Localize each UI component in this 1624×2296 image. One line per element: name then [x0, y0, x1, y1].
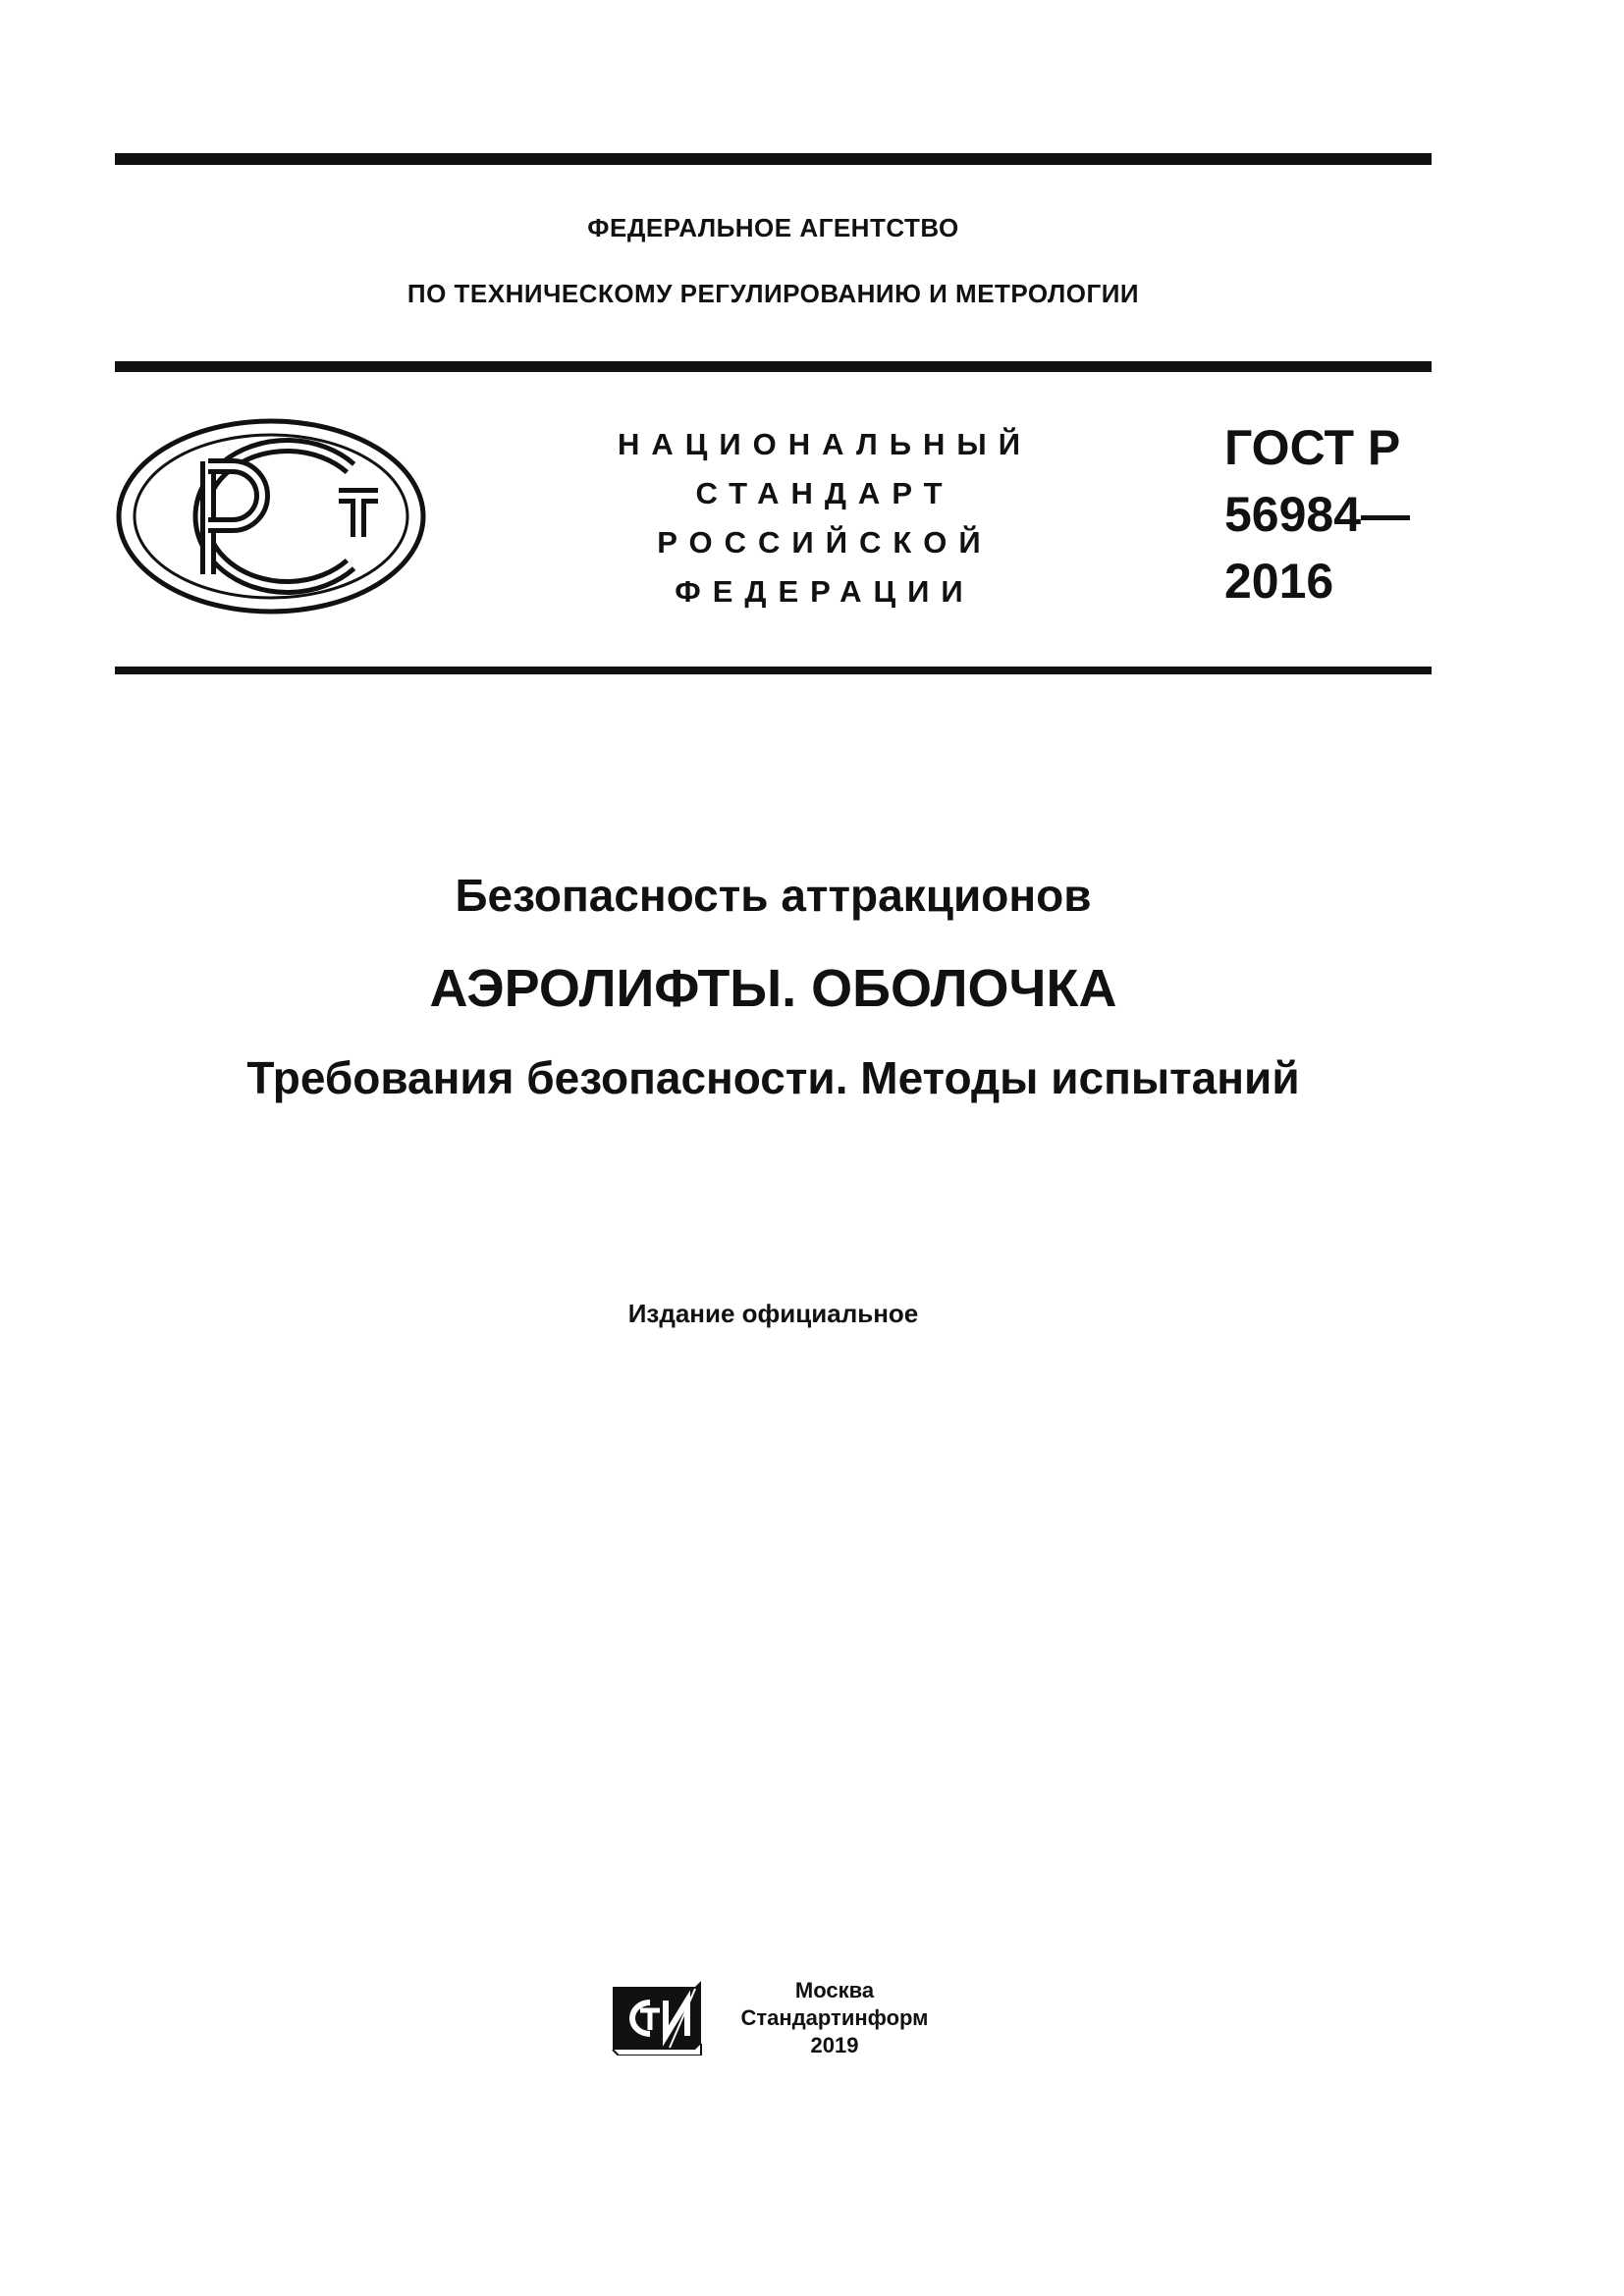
publisher-city: Москва	[794, 1978, 875, 2002]
designation-line-2: 56984—	[1224, 487, 1411, 542]
designation-line-3: 2016	[1224, 554, 1334, 609]
agency-name-line-2: ПО ТЕХНИЧЕСКОМУ РЕГУЛИРОВАНИЮ И МЕТРОЛОГИИ	[406, 279, 1140, 308]
standard-block-rule	[115, 667, 1432, 674]
standard-designation	[1224, 414, 1435, 614]
national-standard-label	[589, 420, 1060, 616]
national-standard-line-4: ФЕДЕРАЦИИ	[675, 574, 975, 609]
national-standard-line-1: НАЦИОНАЛЬНЫЙ	[617, 427, 1033, 461]
national-standard-line-3: РОССИЙСКОЙ	[657, 525, 993, 560]
header-rule	[115, 361, 1432, 372]
document-title-line-1: Безопасность аттракционов	[455, 870, 1092, 921]
designation-line-1: ГОСТ Р	[1224, 420, 1401, 475]
document-title-line-2: АЭРОЛИФТЫ. ОБОЛОЧКА	[429, 959, 1117, 1018]
agency-name-line-1: ФЕДЕРАЛЬНОЕ АГЕНТСТВО	[587, 213, 959, 242]
document-title-line-3: Требования безопасности. Методы испытаний	[246, 1052, 1300, 1103]
standartinform-logo-icon	[611, 1981, 703, 2056]
publisher-year: 2019	[810, 2033, 859, 2057]
publisher-name: Стандартинформ	[740, 2005, 929, 2030]
top-rule	[115, 153, 1432, 165]
edition-label: Издание официальное	[627, 1299, 919, 1328]
publisher-info	[717, 1977, 952, 2059]
national-standard-line-2: СТАНДАРТ	[695, 476, 954, 510]
rst-certification-mark-icon	[115, 417, 427, 615]
